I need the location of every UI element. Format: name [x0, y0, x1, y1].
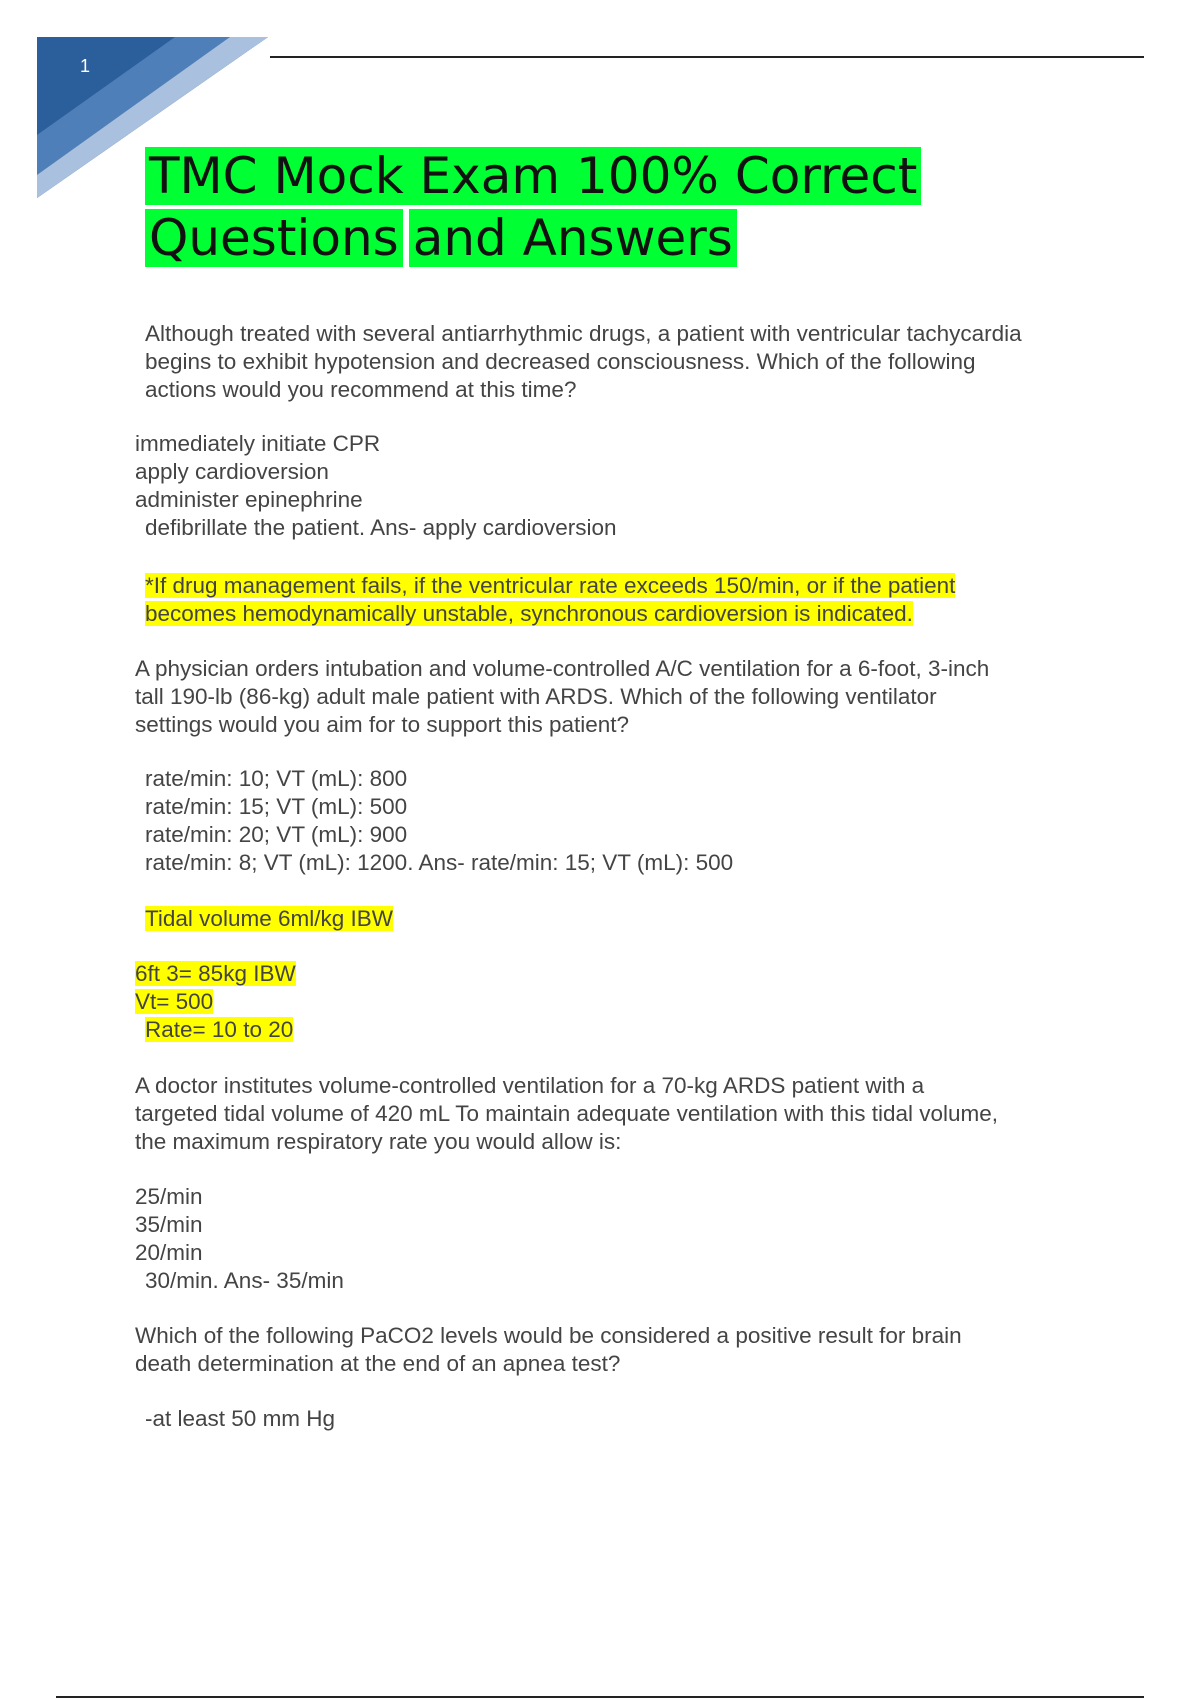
title-line-1: TMC Mock Exam 100% Correct — [145, 147, 921, 205]
q1-stem — [145, 320, 1022, 404]
q2-option: rate/min: 20; VT (mL): 900 — [145, 822, 408, 847]
q1-rationale-line: *If drug management fails, if the ventricular rate exceeds 150/min, or if the patient — [145, 573, 956, 598]
q3-option: 25/min — [135, 1184, 203, 1209]
q2-option-answer: rate/min: 8; VT (mL): 1200. Ans- rate/min: 15; VT (mL): 500 — [145, 850, 734, 875]
header-rule — [270, 56, 1144, 58]
q1-stem-line: actions would you recommend at this time? — [145, 377, 577, 402]
q3-stem — [135, 1072, 998, 1156]
q2-stem-line: A physician orders intubation and volume-controlled A/C ventilation for a 6-foot, 3-inch — [135, 656, 990, 681]
q2-option: rate/min: 15; VT (mL): 500 — [145, 794, 408, 819]
q2-stem-line: settings would you aim for to support this patient? — [135, 712, 630, 737]
q2-note-calculation — [135, 960, 296, 1044]
q4-stem-line: Which of the following PaCO2 levels would be considered a positive result for brain — [135, 1323, 962, 1348]
page-number: 1 — [80, 56, 91, 76]
q3-options — [135, 1183, 344, 1295]
q1-stem-line: Although treated with several antiarrhythmic drugs, a patient with ventricular tachycardia — [145, 321, 1022, 346]
q1-rationale-line: becomes hemodynamically unstable, synchronous cardioversion is indicated. — [145, 601, 913, 626]
q3-option: 35/min — [135, 1212, 203, 1237]
q1-options — [135, 430, 617, 542]
q1-option: immediately initiate CPR — [135, 431, 381, 456]
q3-stem-line: A doctor institutes volume-controlled ventilation for a 70-kg ARDS patient with a — [135, 1073, 925, 1098]
q4-answer-line: -at least 50 mm Hg — [145, 1406, 336, 1431]
q4-stem-line: death determination at the end of an apnea test? — [135, 1351, 621, 1376]
q2-stem — [135, 655, 989, 739]
q3-stem-line: the maximum respiratory rate you would allow is: — [135, 1129, 622, 1154]
q2-options — [145, 765, 733, 877]
q4-answer — [145, 1405, 335, 1433]
q1-option: administer epinephrine — [135, 487, 363, 512]
footer-rule — [56, 1696, 1144, 1698]
title-word-questions: Questions — [145, 209, 403, 267]
document-title — [145, 145, 921, 269]
q1-option-answer: defibrillate the patient. Ans- apply cardioversion — [145, 515, 617, 540]
q3-stem-line: targeted tidal volume of 420 mL To maintain adequate ventilation with this tidal volume, — [135, 1101, 999, 1126]
q1-stem-line: begins to exhibit hypotension and decreased consciousness. Which of the following — [145, 349, 976, 374]
q2-stem-line: tall 190-lb (86-kg) adult male patient with ARDS. Which of the following ventilator — [135, 684, 937, 709]
q1-option: apply cardioversion — [135, 459, 329, 484]
q2-note-line: 6ft 3= 85kg IBW — [135, 961, 296, 986]
q2-note-tidal-volume — [145, 905, 393, 933]
q2-note-line: Tidal volume 6ml/kg IBW — [145, 906, 393, 931]
q1-rationale — [145, 572, 955, 628]
q2-note-line: Rate= 10 to 20 — [145, 1017, 294, 1042]
q2-note-line: Vt= 500 — [135, 989, 214, 1014]
q3-option-answer: 30/min. Ans- 35/min — [145, 1268, 344, 1293]
q4-stem — [135, 1322, 962, 1378]
q3-option: 20/min — [135, 1240, 203, 1265]
q2-option: rate/min: 10; VT (mL): 800 — [145, 766, 408, 791]
title-word-and-answers: and Answers — [409, 209, 737, 267]
